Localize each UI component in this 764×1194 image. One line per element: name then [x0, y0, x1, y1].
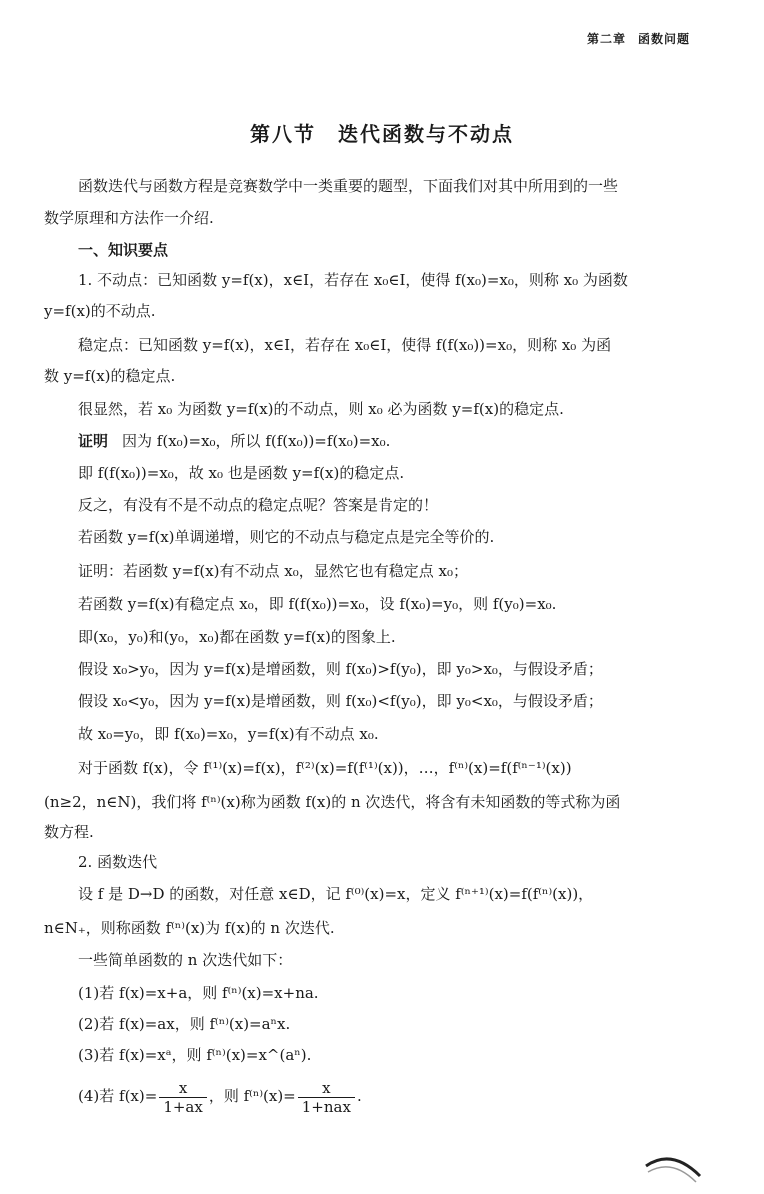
example-line: (1)若 f(x)=x+a，则 f⁽ⁿ⁾(x)=x+na.	[78, 984, 319, 1002]
iteration-def-line-1: 对于函数 f(x)，令 f⁽¹⁾(x)=f(x)，f⁽²⁾(x)=f(f⁽¹⁾(x))，…，f⁽ⁿ⁾(x)=f(f⁽ⁿ⁻¹⁾(x))	[78, 759, 572, 777]
header-topic: 函数问题	[637, 32, 690, 46]
proof-label: 证明	[78, 432, 109, 450]
fraction-1	[159, 1079, 207, 1116]
step-line: 反之，有没有不是不动点的稳定点呢？答案是肯定的！	[78, 496, 439, 514]
example-4-suffix: .	[356, 1087, 362, 1105]
step-line: 即 f(f(x₀))=x₀，故 x₀ 也是函数 y=f(x)的稳定点.	[78, 464, 405, 482]
iteration-def-line-2: (n≥2，n∈N)，我们将 f⁽ⁿ⁾(x)称为函数 f(x)的 n 次迭代，将含有未知函数的等式称为函	[44, 793, 621, 811]
step-line: 证明：若函数 y=f(x)有不动点 x₀，显然它也有稳定点 x₀；	[78, 562, 469, 580]
example-4	[78, 1076, 698, 1116]
proof-line	[78, 431, 698, 451]
iteration-line-1: 设 f 是 D→D 的函数，对任意 x∈D，记 f⁽⁰⁾(x)=x，定义 f⁽ⁿ⁺¹⁾(x)=f(f⁽ⁿ⁾(x))，	[78, 885, 594, 903]
proof-text: 因为 f(x₀)=x₀，所以 f(f(x₀))=f(x₀)=x₀.	[122, 432, 391, 450]
fraction-1-numerator: x	[159, 1079, 207, 1098]
iteration-heading: 2. 函数迭代	[78, 853, 158, 871]
example-4-prefix: (4)若 f(x)=	[78, 1087, 158, 1105]
header-chapter: 第二章	[586, 32, 626, 46]
step-line: 假设 x₀<y₀，因为 y=f(x)是增函数，则 f(x₀)<f(y₀)，即 y₀<x₀，与假设矛盾；	[78, 692, 603, 710]
example-line: (3)若 f(x)=xᵃ，则 f⁽ⁿ⁾(x)=x^(aⁿ).	[78, 1046, 312, 1064]
step-line: 若函数 y=f(x)有稳定点 x₀，即 f(f(x₀))=x₀，设 f(x₀)=y₀，则 f(y₀)=x₀.	[78, 595, 557, 613]
page-curl-decoration	[642, 1146, 706, 1186]
intro-line-1: 函数迭代与函数方程是竞赛数学中一类重要的题型，下面我们对其中所用到的一些	[78, 177, 619, 195]
stable-point-line-2: 数 y=f(x)的稳定点.	[44, 367, 176, 385]
fraction-2-numerator: x	[298, 1079, 355, 1098]
example-4-mid: ，则 f⁽ⁿ⁾(x)=	[208, 1087, 296, 1105]
knowledge-heading: 一、知识要点	[78, 241, 169, 259]
fixed-point-line-1: 1. 不动点：已知函数 y=f(x)，x∈I，若存在 x₀∈I，使得 f(x₀)=x₀，则称 x₀ 为函数	[78, 271, 628, 289]
stable-point-line-1: 稳定点：已知函数 y=f(x)，x∈I，若存在 x₀∈I，使得 f(f(x₀))=x₀，则称 x₀ 为函	[78, 336, 612, 354]
fraction-2	[298, 1079, 355, 1116]
examples-intro: 一些简单函数的 n 次迭代如下：	[78, 951, 293, 969]
intro-line-2: 数学原理和方法作一介绍.	[44, 209, 214, 227]
example-line: (2)若 f(x)=ax，则 f⁽ⁿ⁾(x)=aⁿx.	[78, 1015, 291, 1033]
fraction-2-denominator: 1+nax	[301, 1097, 351, 1116]
section-name: 迭代函数与不动点	[338, 122, 514, 146]
fraction-1-denominator: 1+ax	[163, 1097, 203, 1116]
obvious-statement: 很显然，若 x₀ 为函数 y=f(x)的不动点，则 x₀ 必为函数 y=f(x)的稳定点.	[78, 400, 564, 418]
step-line: 若函数 y=f(x)单调递增，则它的不动点与稳定点是完全等价的.	[78, 528, 495, 546]
iteration-def-line-3: 数方程.	[44, 823, 94, 841]
iteration-line-2: n∈N₊，则称函数 f⁽ⁿ⁾(x)为 f(x)的 n 次迭代.	[44, 919, 335, 937]
page-title	[0, 118, 764, 147]
step-line: 即(x₀，y₀)和(y₀，x₀)都在函数 y=f(x)的图象上.	[78, 628, 396, 646]
section-number: 第八节	[250, 122, 316, 146]
running-header	[587, 30, 690, 47]
fixed-point-line-2: y=f(x)的不动点.	[44, 302, 156, 320]
step-line: 假设 x₀>y₀，因为 y=f(x)是增函数，则 f(x₀)>f(y₀)，即 y₀>x₀，与假设矛盾；	[78, 660, 603, 678]
step-line: 故 x₀=y₀，即 f(x₀)=x₀，y=f(x)有不动点 x₀.	[78, 725, 379, 743]
